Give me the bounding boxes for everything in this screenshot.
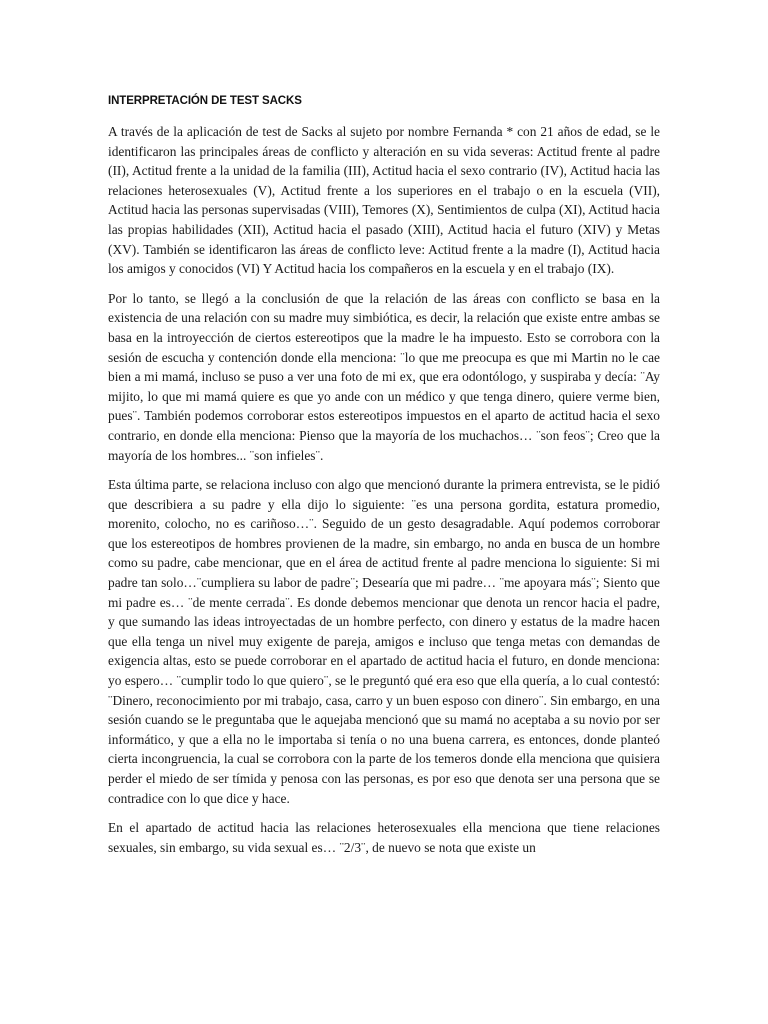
paragraph-conclusion: Por lo tanto, se llegó a la conclusión de que la relación de las áreas con conflicto se basa en la existencia de una relación con su madre muy simbiótica, es decir, la relación que existe entre ambas se basa en la introyección de ciertos estereotipos que la madre le ha impuesto. Esto se corrobora con la sesión de escucha y contención donde ella menciona: ¨lo que me preocupa es que mi Martin no le cae bien a mi mamá, incluso se puso a ver una foto de mi ex, que era odontólogo, y suspiraba y decía: ¨Ay mijito, lo que mi mamá quiere es que yo ande con un médico y que tenga dinero, quiere verme bien, pues¨. También podemos corroborar estos estereotipos impuestos en el aparto de actitud hacia el sexo contrario, en donde ella menciona: Pienso que la mayoría de los muchachos… ¨son feos¨; Creo que la mayoría de los hombres... ¨son infieles¨. xyxy=(108,290,660,463)
paragraph-father-analysis: Esta última parte, se relaciona incluso con algo que mencionó durante la primera entrevista, se le pidió que describiera a su padre y ella dijo lo siguiente: ¨es una persona gordita, estatura promedio, morenito, colocho, no es cariñoso…¨. Seguido de un gesto desagradable. Aquí podemos corroborar que los estereotipos de hombres provienen de la madre, sin embargo, no anda en busca de un hombre como su padre, cabe mencionar, que en el área de actitud frente al padre menciona lo siguiente: Si mi padre tan solo…¨cumpliera su labor de padre¨; Desearía que mi padre… ¨me apoyara más¨; Siento que mi padre es… ¨de mente cerrada¨. Es donde debemos mencionar que denota un rencor hacia el padre, y que sumando las ideas introyectadas de un hombre perfecto, con dinero y estatus de la madre hacen que ella tenga un nivel muy exigente de pareja, amigos e incluso que tenga metas con demandas de exigencia altas, esto se puede corroborar en el apartado de actitud hacia el futuro, en donde menciona: yo espero… ¨cumplir todo lo que quiero¨, se le preguntó qué era eso que ella quería, a lo cual contestó: ¨Dinero, reconocimiento por mi trabajo, casa, carro y un buen esposo con dinero¨. Sin embargo, en una sesión cuando se le preguntaba que le aquejaba mencionó que su mamá no aceptaba a su novio por ser informático, y que a ella no le importaba si tenía o no una buena carrera, es entonces, donde planteó cierta incongruencia, la cual se corrobora con la parte de los temeros donde ella menciona que quisiera perder el miedo de ser tímida y penosa con las personas, es por eso que denota ser una persona que se contradice con lo que dice y hace. xyxy=(108,477,660,806)
paragraph-heterosexual-relations: En el apartado de actitud hacia las relaciones heterosexuales ella menciona que tiene relaciones sexuales, sin embargo, su vida sexual es… ¨2/3¨, de nuevo se nota que existe un xyxy=(108,820,660,855)
paragraph-intro: A través de la aplicación de test de Sacks al sujeto por nombre Fernanda * con 21 años de edad, se le identificaron las principales áreas de conflicto y alteración en su vida severas: Actitud frente al padre (II), Actitud frente a la unidad de la familia (III), Actitud hacia el sexo contrario (IV), Actitud hacia las relaciones heterosexuales (V), Actitud frente a los superiores en el trabajo o en la escuela (VII), Actitud hacia las personas supervisadas (VIII), Temores (X), Sentimientos de culpa (XI), Actitud hacia las propias habilidades (XII), Actitud hacia el pasado (XIII), Actitud hacia el futuro (XIV) y Metas (XV). También se identificaron las áreas de conflicto leve: Actitud frente a la madre (I), Actitud hacia los amigos y conocidos (VI) Y Actitud hacia los compañeros en la escuela y en el trabajo (IX). xyxy=(108,124,660,277)
document-body xyxy=(108,93,660,867)
document-title: INTERPRETACIÓN DE TEST SACKS xyxy=(108,95,302,107)
